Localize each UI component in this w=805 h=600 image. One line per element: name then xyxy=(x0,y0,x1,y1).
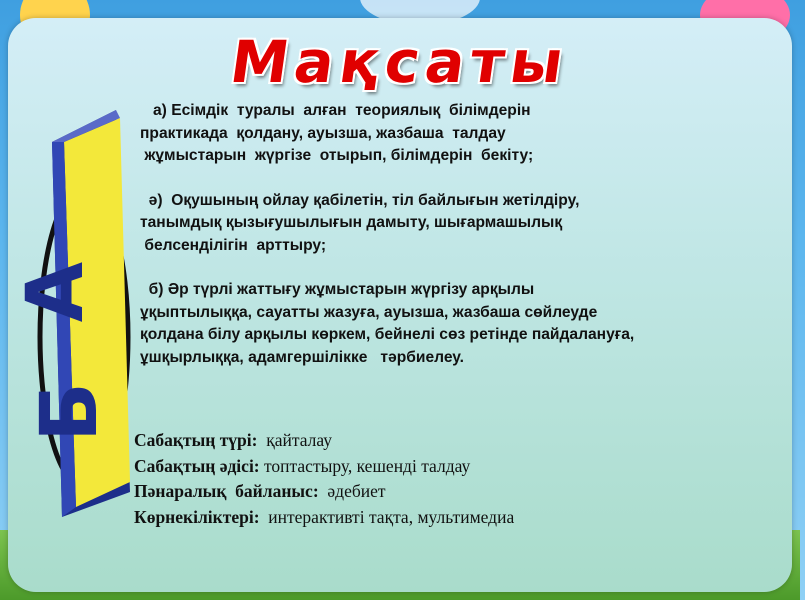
visual-aids-value: интерактивті тақта, мультимедиа xyxy=(259,506,515,527)
interdisciplinary-value: әдебиет xyxy=(318,481,386,501)
goal-line: а) Есімдік туралы алған теориялық білімдерін xyxy=(140,102,531,119)
goal-line: практикада қолдану, ауызша, жазбаша талдау xyxy=(140,124,506,142)
lesson-method-row xyxy=(134,454,774,480)
book-letter-b: Б xyxy=(25,382,115,442)
interdisciplinary-row xyxy=(134,479,774,505)
goal-line: ұшқырлыққа, адамгершілікке тәрбиелеу. xyxy=(140,348,464,366)
goal-ae xyxy=(140,190,780,258)
alphabet-book-illustration xyxy=(11,102,134,522)
lesson-type-row xyxy=(134,428,774,454)
lesson-type-label: Сабақтың түрі: xyxy=(134,430,258,450)
goal-line: ә) Оқушының ойлау қабілетін, тіл байлығын жетілдіру, xyxy=(140,191,580,209)
visual-aids-label: Көрнекіліктері: xyxy=(134,506,260,527)
visual-aids-row xyxy=(134,505,774,531)
goal-line: қолдана білу арқылы көркем, бейнелі сөз ретінде пайдалануға, xyxy=(140,326,635,343)
goals-section xyxy=(140,100,780,391)
goal-line: б) Әр түрлі жаттығу жұмыстарын жүргізу арқылы xyxy=(140,281,535,298)
lesson-method-label: Сабақтың әдісі: xyxy=(134,455,260,476)
lesson-method-value: топтастыру, кешенді талдау xyxy=(259,455,471,476)
slide-title: Мақсаты xyxy=(226,28,574,96)
goal-line: ұқыптылыққа, сауатты жазуға, ауызша, жазбаша сөйлеуде xyxy=(140,303,598,321)
book-letter-a: А xyxy=(11,261,101,323)
lesson-type-value: қайталау xyxy=(257,430,332,450)
goal-line: танымдық қызығушылығын дамыту, шығармашылық xyxy=(140,214,563,231)
interdisciplinary-label: Пәнаралық байланыс: xyxy=(134,481,319,501)
goal-a xyxy=(140,100,780,168)
goal-line: белсенділігін арттыру; xyxy=(140,236,327,254)
goal-b xyxy=(140,279,780,369)
lesson-info xyxy=(134,428,774,530)
goal-line: жұмыстарын жүргізе отырып, білімдерін бекіту; xyxy=(140,147,534,164)
